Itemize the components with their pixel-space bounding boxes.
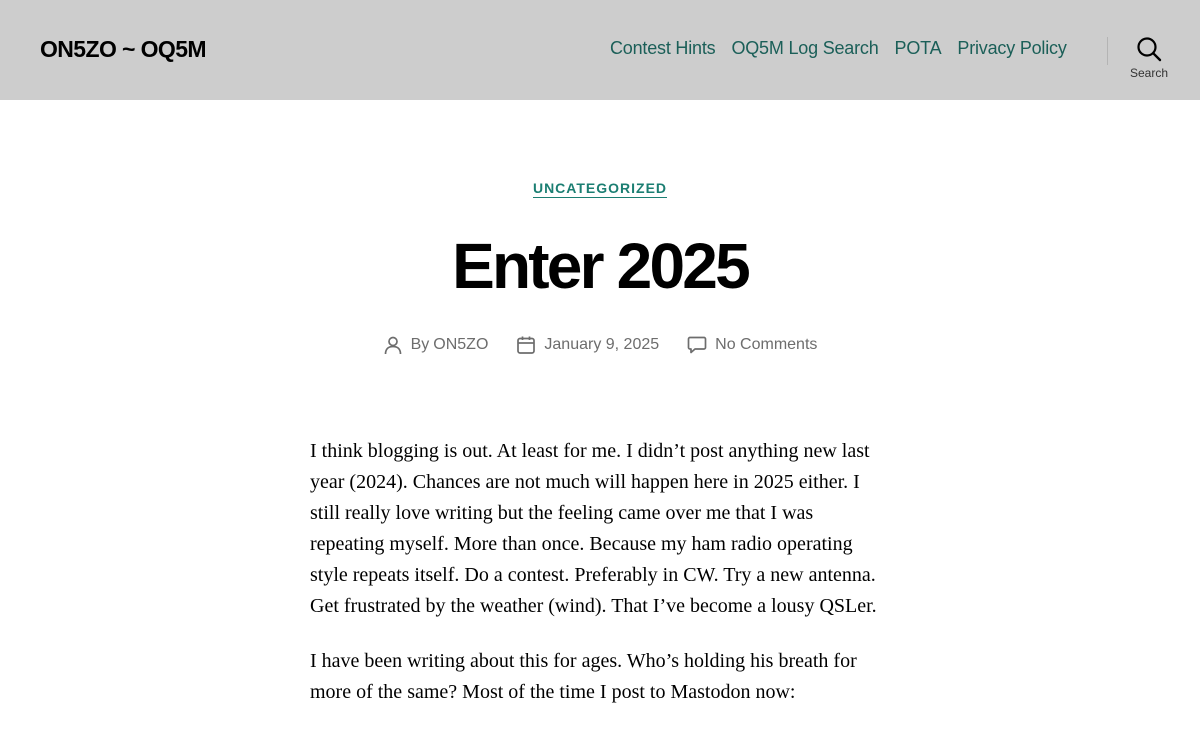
search-icon (1136, 36, 1162, 62)
post-date (516, 335, 659, 355)
post-date-link[interactable]: January 9, 2025 (544, 336, 660, 353)
header-divider (1107, 37, 1108, 65)
nav-link-privacy-policy[interactable]: Privacy Policy (957, 38, 1067, 58)
nav-link-oq5m-log-search[interactable]: OQ5M Log Search (731, 38, 879, 58)
primary-nav (610, 38, 1067, 59)
comment-icon (687, 335, 707, 355)
search-label: Search (1129, 66, 1169, 80)
nav-link-pota[interactable]: POTA (894, 38, 942, 58)
post-meta (0, 335, 1200, 355)
author-by-prefix: By (410, 336, 430, 353)
site-header (0, 0, 1200, 100)
calendar-icon (516, 335, 536, 355)
nav-link-contest-hints[interactable]: Contest Hints (610, 38, 716, 58)
user-icon (383, 335, 403, 355)
search-toggle-button[interactable] (1122, 36, 1176, 88)
content-paragraph: I think blogging is out. At least for me. I didn’t post anything new last year (2024). Chances are not much will happen here in 2025 either. I still really love writing but the feeling came over me that I was repeating myself. More than once. Because my ham radio operating style repeats itself. Do a contest. Preferably in CW. Try a new antenna. Get frustrated by the weather (wind). That I’ve become a lousy QSLer. (310, 440, 877, 617)
content-paragraph: I have been writing about this for ages. Who’s holding his breath for more of the same? Most of the time I post to Mastodon now: (310, 650, 857, 703)
post-comments (687, 335, 817, 355)
category-link[interactable]: UNCATEGORIZED (532, 180, 668, 196)
site-title-link[interactable]: ON5ZO ~ OQ5M (40, 36, 206, 62)
entry-title: Enter 2025 (452, 230, 748, 302)
entry-categories (0, 180, 1200, 198)
entry-content (310, 436, 890, 732)
comments-link[interactable]: No Comments (715, 336, 818, 353)
post-author (383, 335, 489, 355)
author-link[interactable]: ON5ZO (433, 336, 489, 353)
